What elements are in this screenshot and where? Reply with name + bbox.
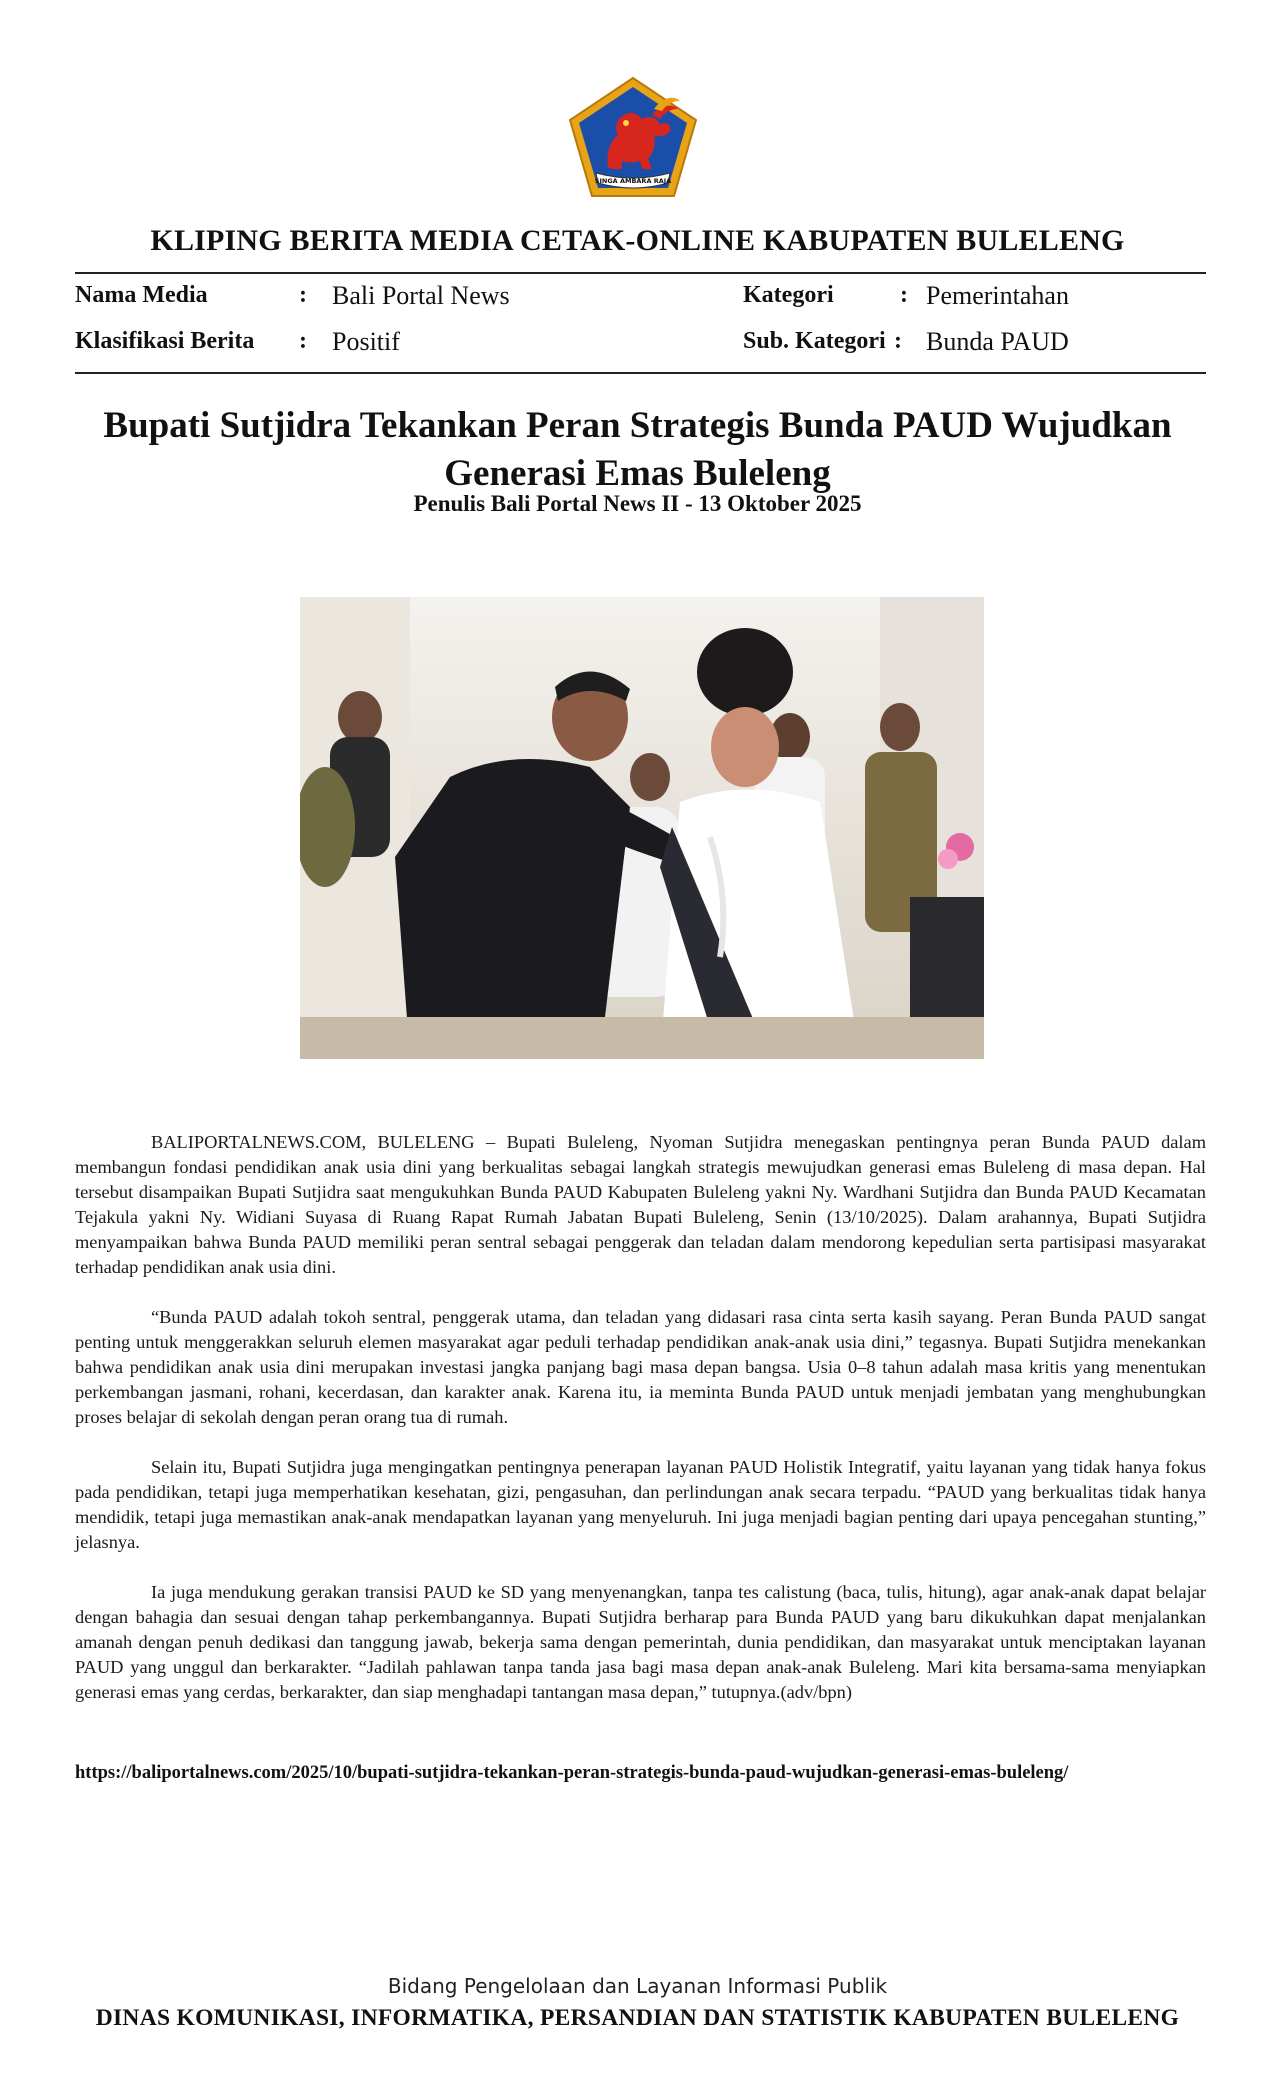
- sub-kategori-value: Bunda PAUD: [926, 327, 1069, 356]
- svg-text:SINGA AMBARA RAJA: SINGA AMBARA RAJA: [594, 177, 672, 185]
- article-paragraph: “Bunda PAUD adalah tokoh sentral, penggerak utama, dan teladan yang didasari rasa cinta serta kasih sayang. Peran Bunda PAUD sangat penting untuk menggerakkan seluruh elemen masyarakat agar peduli terhadap pendidikan anak-anak usia dini,” tegasnya. Bupati Sutjidra menekankan bahwa pendidikan anak usia dini merupakan investasi jangka panjang bagi masa depan bangsa. Usia 0–8 tahun adalah masa kritis yang menentukan perkembangan jasmani, rohani, kecerdasan, dan karakter anak. Karena itu, ia meminta Bunda PAUD untuk menjadi jembatan yang menghubungkan proses belajar di sekolah dengan peran orang tua di rumah.: [75, 1307, 1206, 1427]
- kategori-label: Kategori: [743, 282, 834, 308]
- klasifikasi-label: Klasifikasi Berita: [75, 328, 255, 354]
- news-photo: [300, 597, 984, 1059]
- colon: :: [299, 328, 307, 354]
- colon: :: [299, 282, 307, 308]
- kliping-title: KLIPING BERITA MEDIA CETAK-ONLINE KABUPATEN BULELENG: [150, 224, 1125, 257]
- source-url-link[interactable]: https://baliportalnews.com/2025/10/bupati-sutjidra-tekankan-peran-strategis-bunda-paud-wujudkan-generasi-emas-buleleng/: [75, 1763, 1069, 1783]
- article-paragraph: Selain itu, Bupati Sutjidra juga mengingatkan pentingnya penerapan layanan PAUD Holistik Integratif, yaitu layanan yang tidak hanya fokus pada pendidikan, tetapi juga memperhatikan kesehatan, gizi, pengasuhan, dan perlindungan anak secara terpadu. “PAUD yang berkualitas tidak hanya mendidik, tetapi juga memastikan anak-anak mendapatkan layanan yang menyeluruh. Ini juga menjadi bagian penting dari upaya pencegahan stunting,” jelasnya.: [75, 1457, 1206, 1552]
- footer-division: Bidang Pengelolaan dan Layanan Informasi Publik: [387, 1974, 888, 1998]
- klasifikasi-value: Positif: [332, 327, 400, 356]
- article-title: Bupati Sutjidra Tekankan Peran Strategis Bunda PAUD Wujudkan Generasi Emas Buleleng: [103, 405, 1172, 494]
- nama-media-value: Bali Portal News: [332, 281, 510, 310]
- colon: :: [900, 282, 908, 308]
- article-paragraph: Ia juga mendukung gerakan transisi PAUD ke SD yang menyenangkan, tanpa tes calistung (baca, tulis, hitung), agar anak-anak dapat belajar dengan bahagia dan sesuai dengan tahap perkembangannya. Bupati Sutjidra berharap para Bunda PAUD yang baru dikukuhkan dapat menjalankan amanah dengan penuh dedikasi dan tanggung jawab, bekerja sama dengan pemerintah, dunia pendidikan, dan masyarakat untuk menciptakan layanan PAUD yang unggul dan berkarakter. “Jadilah pahlawan tanpa tanda jasa bagi masa depan anak-anak Buleleng. Mari kita bersama-sama menyiapkan generasi emas yang cerdas, berkarakter, dan siap menghadapi tantangan masa depan,” tutupnya.(adv/bpn): [75, 1582, 1206, 1702]
- nama-media-label: Nama Media: [75, 282, 208, 308]
- colon: :: [894, 328, 902, 354]
- header-divider-bottom: [75, 372, 1206, 374]
- sub-kategori-label: Sub. Kategori: [743, 328, 886, 354]
- footer-agency: DINAS KOMUNIKASI, INFORMATIKA, PERSANDIAN DAN STATISTIK KABUPATEN BULELENG: [95, 2005, 1180, 2031]
- article-paragraph: BALIPORTALNEWS.COM, BULELENG – Bupati Buleleng, Nyoman Sutjidra menegaskan pentingnya peran Bunda PAUD dalam membangun fondasi pendidikan anak usia dini yang berkualitas sebagai langkah strategis mewujudkan generasi emas Buleleng di masa depan. Hal tersebut disampaikan Bupati Sutjidra saat mengukuhkan Bunda PAUD Kabupaten Buleleng yakni Ny. Wardhani Sutjidra dan Bunda PAUD Kecamatan Tejakula yakni Ny. Widiani Suyasa di Ruang Rapat Rumah Jabatan Bupati Buleleng, Senin (13/10/2025). Dalam arahannya, Bupati Sutjidra menyampaikan bahwa Bunda PAUD memiliki peran sentral sebagai penggerak dan teladan dalam mendorong kepedulian serta partisipasi masyarakat terhadap pendidikan anak usia dini.: [75, 1132, 1206, 1277]
- header-divider-top: [75, 272, 1206, 274]
- article-body: [75, 1130, 1206, 1730]
- singa-ambara-raja-emblem-icon: [566, 75, 700, 199]
- meta-row-1: [75, 282, 1206, 322]
- article-byline: Penulis Bali Portal News II - 13 Oktober 2025: [413, 491, 862, 516]
- meta-row-2: [75, 328, 1206, 368]
- kategori-value: Pemerintahan: [926, 281, 1069, 310]
